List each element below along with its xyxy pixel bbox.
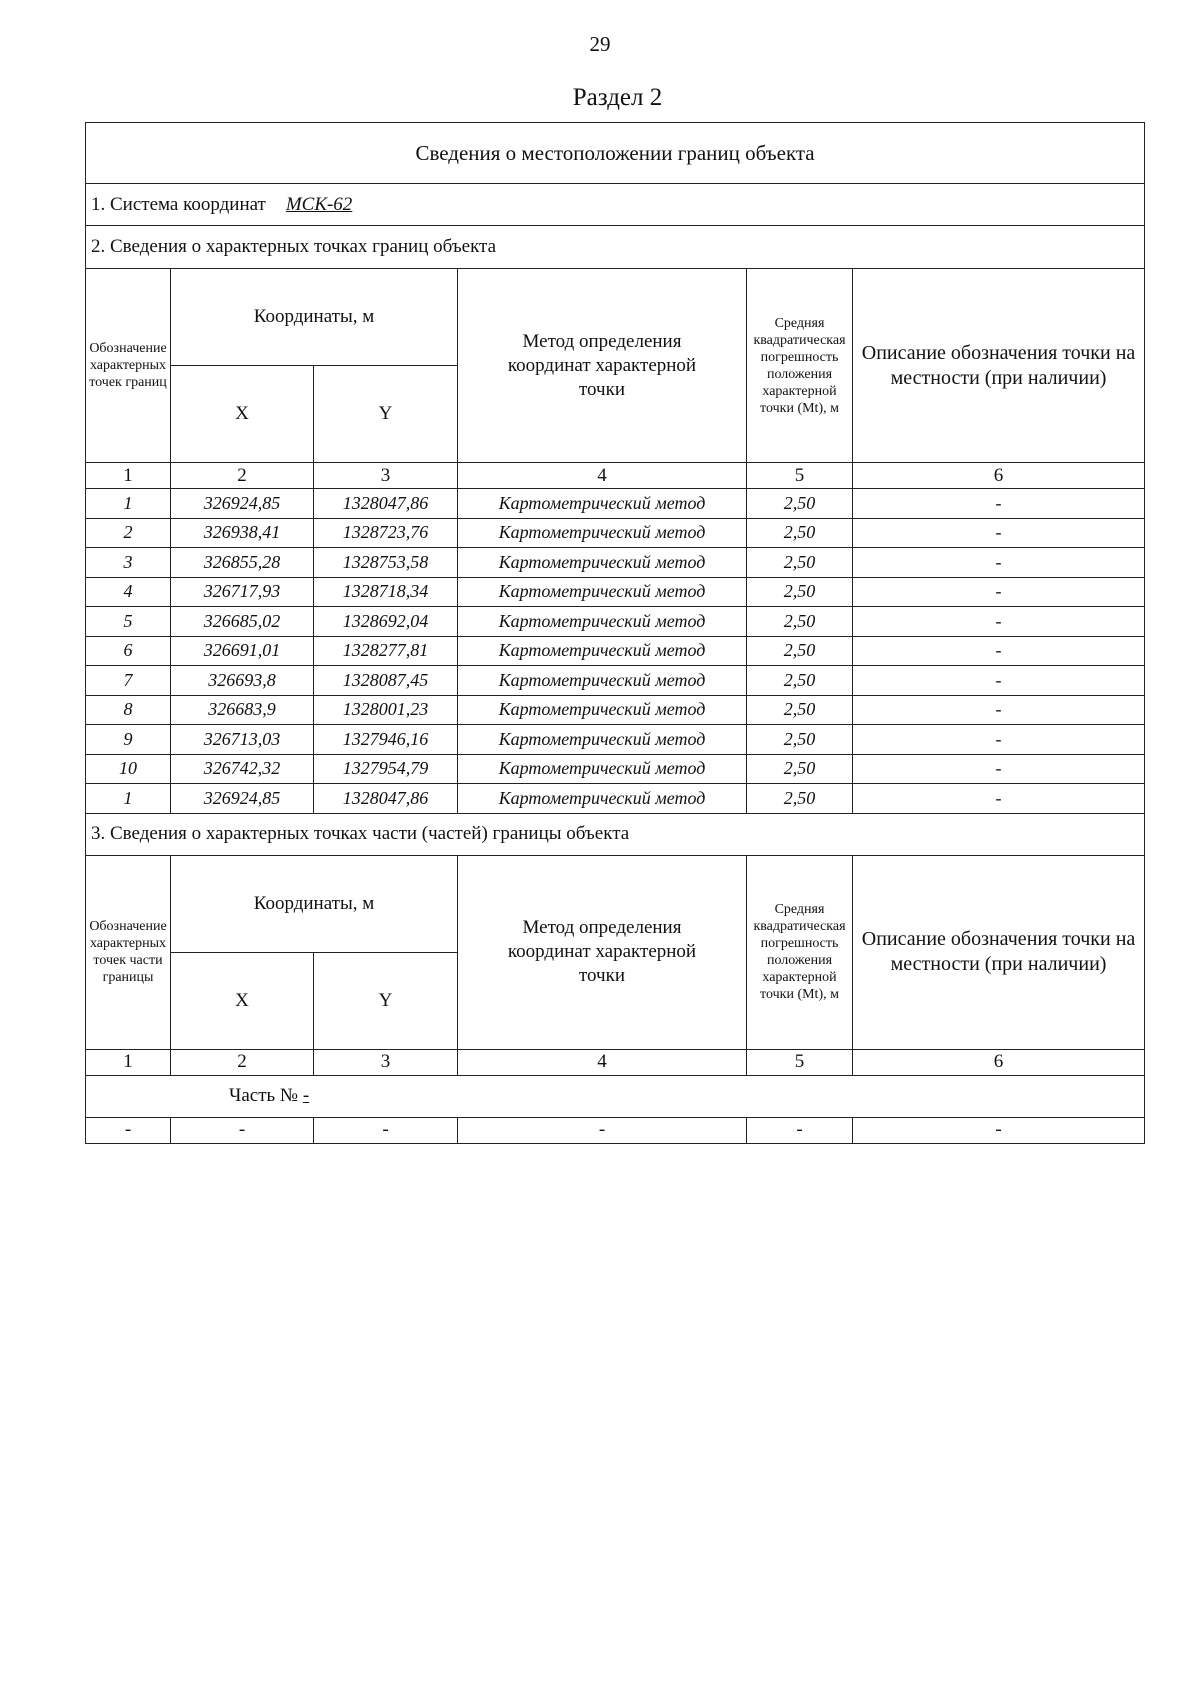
point-method: Картометрический метод — [458, 548, 747, 578]
col-number: 6 — [853, 463, 1145, 489]
col-number: 5 — [747, 463, 853, 489]
point-method: Картометрический метод — [458, 784, 747, 814]
coord-system-value: МСК-62 — [285, 193, 353, 215]
col-number: 1 — [86, 1049, 171, 1075]
section-title: Раздел 2 — [572, 84, 663, 111]
point-id: 6 — [86, 636, 171, 666]
point-error: 2,50 — [747, 754, 853, 784]
point-y: 1328087,45 — [314, 666, 458, 696]
col-number: 6 — [853, 1049, 1145, 1075]
table-row — [86, 784, 1145, 814]
point-x: 326742,32 — [171, 754, 314, 784]
coord-system-row — [86, 184, 1145, 226]
point-y: 1328001,23 — [314, 695, 458, 725]
point-description: - — [853, 784, 1145, 814]
point-error: 2,50 — [747, 695, 853, 725]
header-point-designation: Обозначение характерных точек границ — [86, 269, 171, 463]
point-x: 326691,01 — [171, 636, 314, 666]
point-id: 4 — [86, 577, 171, 607]
point-x: 326713,03 — [171, 725, 314, 755]
point-id: 5 — [86, 607, 171, 637]
header-error: Средняя квадратическая погрешность положения характерной точки (Mt), м — [747, 855, 853, 1049]
point-id: 3 — [86, 548, 171, 578]
col-number: 3 — [314, 1049, 458, 1075]
header-coordinates: Координаты, м — [171, 855, 458, 952]
table-row — [86, 725, 1145, 755]
table-row — [86, 518, 1145, 548]
point-x: 326685,02 — [171, 607, 314, 637]
point-method: Картометрический метод — [458, 695, 747, 725]
point-id: 1 — [86, 784, 171, 814]
point-x: 326924,85 — [171, 489, 314, 519]
header-y: Y — [314, 952, 458, 1049]
point-x: 326693,8 — [171, 666, 314, 696]
table-row — [86, 1117, 1145, 1143]
section3-title: 3. Сведения о характерных точках части (частей) границы объекта — [86, 813, 1145, 855]
point-error: 2,50 — [747, 666, 853, 696]
part-row — [86, 1075, 1145, 1117]
point-y: 1328277,81 — [314, 636, 458, 666]
point-description: - — [853, 548, 1145, 578]
point-method: Картометрический метод — [458, 577, 747, 607]
section2-title: 2. Сведения о характерных точках границ объекта — [86, 226, 1145, 269]
boundary-table — [85, 122, 1145, 1144]
point-x: 326938,41 — [171, 518, 314, 548]
point-description: - — [853, 636, 1145, 666]
header-method: Метод определения координат характерной точки — [458, 855, 747, 1049]
point-error: 2,50 — [747, 548, 853, 578]
header-description: Описание обозначения точки на местности (при наличии) — [853, 855, 1145, 1049]
part-cell: - — [171, 1117, 314, 1143]
point-error: 2,50 — [747, 489, 853, 519]
header-coordinates: Координаты, м — [171, 269, 458, 366]
point-description: - — [853, 518, 1145, 548]
point-id: 9 — [86, 725, 171, 755]
table-row — [86, 666, 1145, 696]
point-x: 326683,9 — [171, 695, 314, 725]
col-number: 2 — [171, 463, 314, 489]
table-row — [86, 577, 1145, 607]
part-cell: - — [314, 1117, 458, 1143]
point-method: Картометрический метод — [458, 725, 747, 755]
table-row — [86, 695, 1145, 725]
point-error: 2,50 — [747, 607, 853, 637]
header-x: X — [171, 952, 314, 1049]
col-number: 4 — [458, 463, 747, 489]
point-x: 326924,85 — [171, 784, 314, 814]
col-number: 5 — [747, 1049, 853, 1075]
part-value: - — [302, 1085, 310, 1106]
header-x: X — [171, 366, 314, 463]
point-error: 2,50 — [747, 725, 853, 755]
table-row — [86, 636, 1145, 666]
point-method: Картометрический метод — [458, 754, 747, 784]
table-row — [86, 489, 1145, 519]
header-error: Средняя квадратическая погрешность положения характерной точки (Mt), м — [747, 269, 853, 463]
point-id: 2 — [86, 518, 171, 548]
col-number: 3 — [314, 463, 458, 489]
table-row — [86, 754, 1145, 784]
part-cell: - — [853, 1117, 1145, 1143]
point-method: Картометрический метод — [458, 489, 747, 519]
point-id: 1 — [86, 489, 171, 519]
point-description: - — [853, 577, 1145, 607]
point-description: - — [853, 725, 1145, 755]
point-y: 1328753,58 — [314, 548, 458, 578]
part-cell: - — [86, 1117, 171, 1143]
point-description: - — [853, 489, 1145, 519]
point-id: 8 — [86, 695, 171, 725]
point-y: 1327946,16 — [314, 725, 458, 755]
col-number: 2 — [171, 1049, 314, 1075]
point-error: 2,50 — [747, 577, 853, 607]
point-error: 2,50 — [747, 518, 853, 548]
point-y: 1328718,34 — [314, 577, 458, 607]
point-method: Картометрический метод — [458, 607, 747, 637]
point-y: 1328047,86 — [314, 784, 458, 814]
table-row — [86, 548, 1145, 578]
point-description: - — [853, 754, 1145, 784]
point-description: - — [853, 607, 1145, 637]
point-error: 2,50 — [747, 784, 853, 814]
header-y: Y — [314, 366, 458, 463]
point-y: 1328692,04 — [314, 607, 458, 637]
header-method: Метод определения координат характерной точки — [458, 269, 747, 463]
point-y: 1328047,86 — [314, 489, 458, 519]
point-id: 7 — [86, 666, 171, 696]
point-method: Картометрический метод — [458, 636, 747, 666]
point-y: 1328723,76 — [314, 518, 458, 548]
point-description: - — [853, 695, 1145, 725]
coord-system-label: 1. Система координат — [91, 193, 266, 215]
header-description: Описание обозначения точки на местности (при наличии) — [853, 269, 1145, 463]
point-y: 1327954,79 — [314, 754, 458, 784]
point-method: Картометрический метод — [458, 518, 747, 548]
point-id: 10 — [86, 754, 171, 784]
point-method: Картометрический метод — [458, 666, 747, 696]
point-description: - — [853, 666, 1145, 696]
header-part-point-designation: Обозначение характерных точек части границы — [86, 855, 171, 1049]
table-title: Сведения о местоположении границ объекта — [86, 123, 1145, 184]
part-cell: - — [747, 1117, 853, 1143]
col-number: 4 — [458, 1049, 747, 1075]
col-number: 1 — [86, 463, 171, 489]
table-row — [86, 607, 1145, 637]
point-error: 2,50 — [747, 636, 853, 666]
part-cell: - — [458, 1117, 747, 1143]
point-x: 326855,28 — [171, 548, 314, 578]
point-x: 326717,93 — [171, 577, 314, 607]
page-number: 29 — [589, 32, 611, 56]
part-label: Часть № — [229, 1085, 299, 1106]
